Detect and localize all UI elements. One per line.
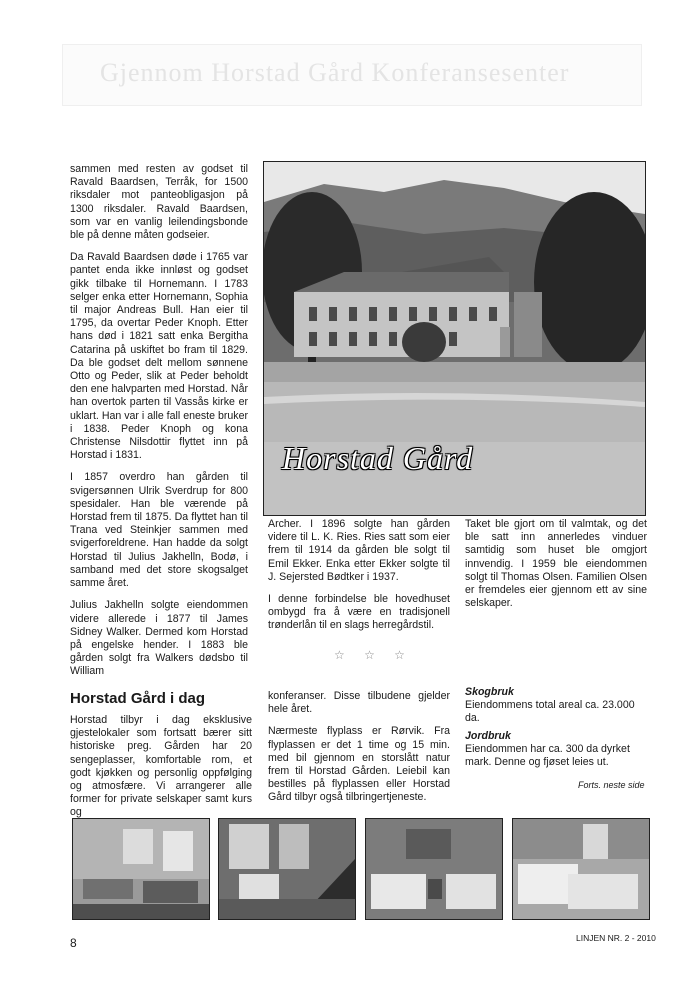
paragraph: I denne forbindelse ble hovedhuset ombygd fra å være en tradisjonell trønderlån til en slags herregårdstil. [268, 593, 450, 632]
horstad-gard-photo [263, 161, 646, 516]
section-divider-stars: ☆ ☆ ☆ [334, 648, 413, 662]
paragraph: Taket ble gjort om til valmtak, og det ble satt inn annerledes vinduer samtidig som huset ble omgjort innvendig. I 1959 ble eiendommen solgt til Thomas Olsen. Familien Olsen er fremdeles eier gjennom ett av sine selskaper. [465, 518, 647, 610]
paragraph: Da Ravald Baardsen døde i 1765 var pantet enda ikke innløst og godset gikk tilbake til Hornemann. I 1783 selger enka etter Hornemann, Sophia til major Andreas Bull. Han eier til 1795, da overtar Peder Knoph. Etter hans død i 1821 satt enka Bergitha Catarina på uskiftet bo fram til 1829. Da ble godset delt mellom sønnene Otto og Peder, slik at Peder beholdt den ene halvparten med Horstad. Når han overtok parten til Vassås kirke er uklart. Han var i alle fall eneste bruker i 1838. Peder Knoph og kona Christense Nilsdottir flyttet inn på Horstad i 1831. [70, 251, 248, 462]
issue-label: LINJEN NR. 2 - 2010 [576, 933, 656, 943]
column-left-bottom [70, 714, 252, 829]
jordbruk-label: Jordbruk [465, 729, 511, 742]
skogbruk-label: Skogbruk [465, 686, 514, 698]
paragraph: I 1857 overdro han gården til svigersønnen Ulrik Sverdrup for 800 spesidaler. Han ble værende på Horstad frem til 1875. Da flyttet han til Trana ved Steinkjer sammen med svigerforeldrene. Han hadde da solgt Horstad til Julius Jakhelln, Bodø, i samband med det store skogsalget samme året. [70, 471, 248, 590]
paragraph: Eiendommen har ca. 300 da dyrket mark. Denne og fjøset leies ut. [465, 742, 630, 769]
continued-note: Forts. neste side [578, 780, 645, 790]
paragraph: Horstad tilbyr i dag eksklusive gjestelokaler som fortsatt bærer sitt historiske preg. Gården har 20 sengeplasser, komfortable rom, et godt kjøkken og personlig oppfølging og atmosfære. Vi arrangerer alle former for private selskaper samt kurs og [70, 714, 252, 819]
column-right-bottom [465, 686, 647, 778]
interior-photo-bedroom-2 [512, 818, 650, 920]
paragraph: Eiendommens total areal ca. 23.000 da. [465, 699, 635, 725]
paragraph: sammen med resten av godset til Ravald Baardsen, Terråk, for 1500 riksdaler mot panteobligasjon på 1300 riksdaler. Ravald Baardsen, som var en vanlig leilendingsbonde ble på denne måten godseier. [70, 163, 248, 242]
paragraph: Archer. I 1896 solgte han gården videre til L. K. Ries. Ries satt som eier frem til 1914 da gården ble solgt til Emil Ekker. Enka etter Ekker solgte til J. Sejersted Bødtker i 1937. [268, 518, 450, 583]
paragraph: Julius Jakhelln solgte eiendommen videre allerede i 1877 til James Sidney Walker. Dermed kom Horstad på engelske hender. I 1883 ble gården solgt fra Walkers dødsbo til William [70, 599, 248, 678]
photo-caption: Horstad Gård [282, 440, 474, 476]
interior-photo-living-room [72, 818, 210, 920]
column-right-top [465, 518, 647, 619]
ghost-title: Gjennom Horstad Gård Konferansesenter [100, 58, 570, 87]
column-mid-top [268, 518, 450, 642]
interior-photo-bedroom-1 [365, 818, 503, 920]
section-heading: Horstad Gård i dag [70, 690, 206, 707]
column-left-top [70, 163, 248, 688]
interior-photo-lounge [218, 818, 356, 920]
paragraph: Nærmeste flyplass er Rørvik. Fra flyplassen er det 1 time og 15 min. med bil gjennom en storslått natur frem til Horstad Gården. Leiebil kan bestilles på flyplassen eller Horstad Gård tilbyr også tilbringertjeneste. [268, 725, 450, 804]
column-mid-bottom [268, 690, 450, 814]
page-number: 8 [70, 936, 77, 950]
paragraph: konferanser. Disse tilbudene gjelder hele året. [268, 690, 450, 716]
